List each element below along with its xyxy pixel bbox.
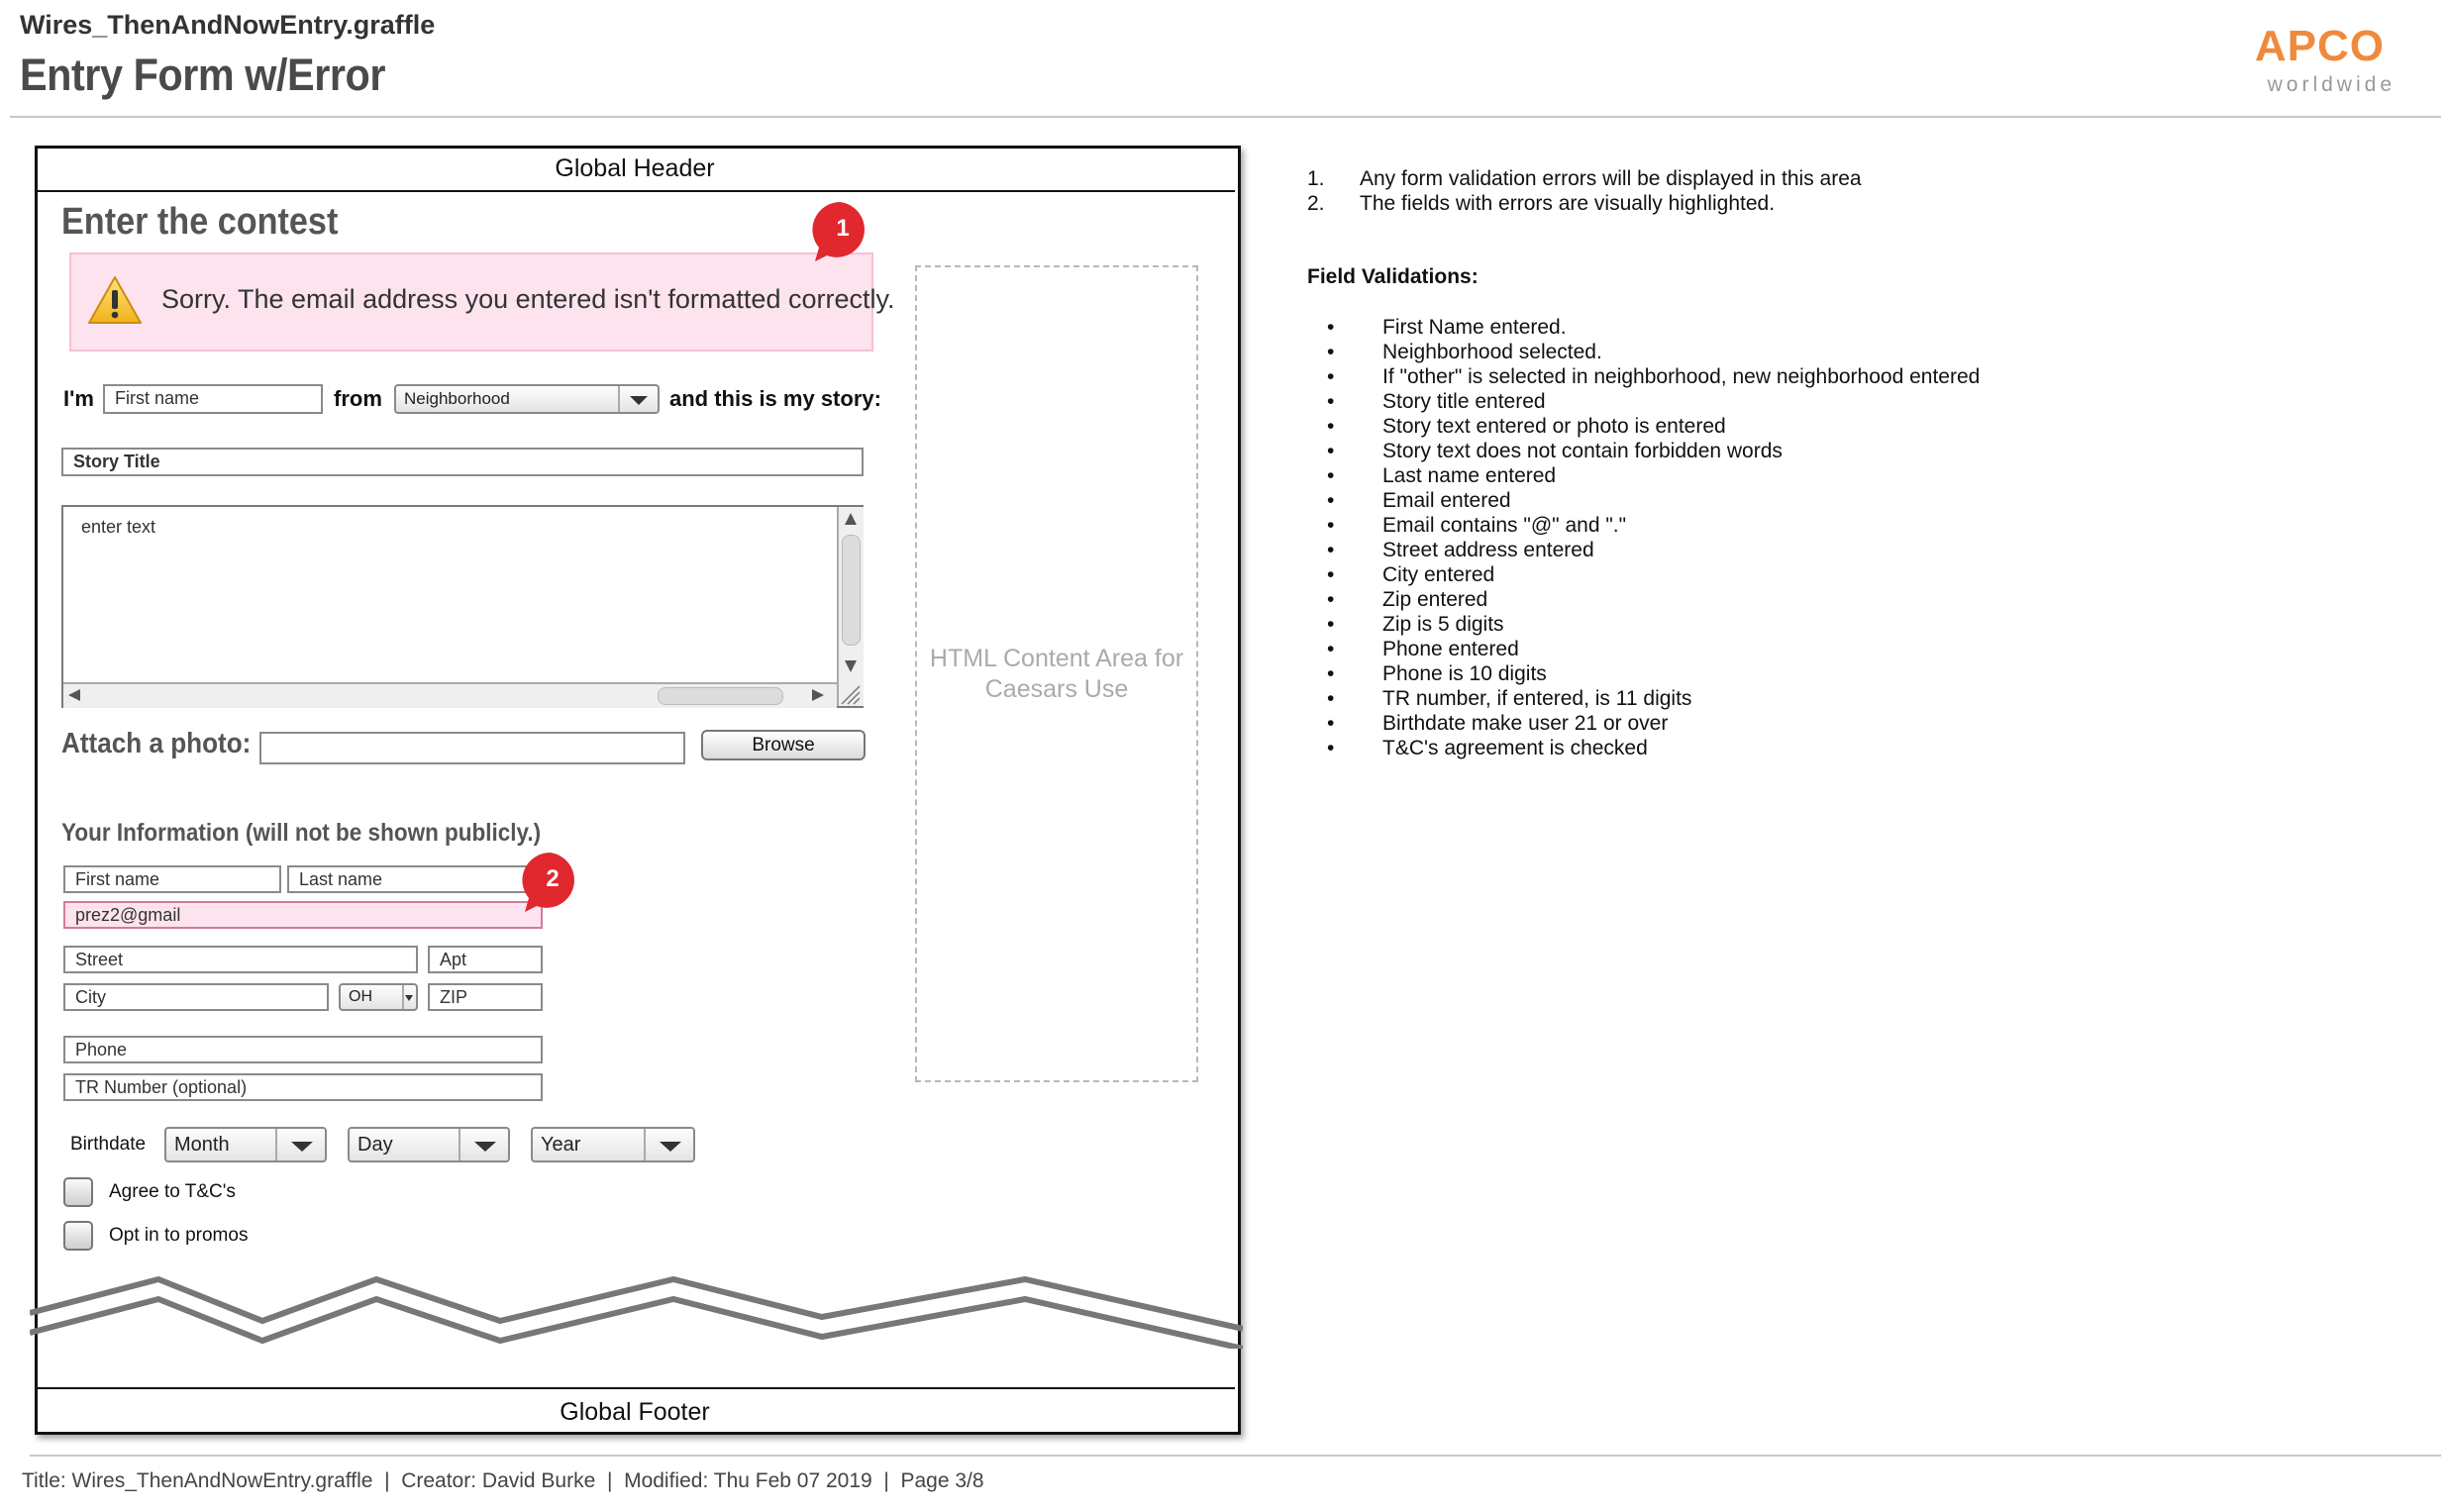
zip-field[interactable]: ZIP xyxy=(428,983,543,1011)
error-message-text: Sorry. The email address you entered isn't formatted correctly. xyxy=(161,284,895,314)
validation-text: Email contains "@" and "." xyxy=(1382,514,1627,537)
validation-text: City entered xyxy=(1382,563,1495,586)
birth-month-value: Month xyxy=(174,1134,230,1156)
from-label: from xyxy=(334,386,382,411)
bullet: • xyxy=(1327,613,1335,636)
page-title: Entry Form w/Error xyxy=(20,50,385,100)
story-text-area[interactable] xyxy=(61,505,864,708)
callout-badge-2-number: 2 xyxy=(546,865,560,892)
optin-label: Opt in to promos xyxy=(109,1225,249,1246)
apco-logo-tagline: worldwide xyxy=(2267,73,2396,96)
bullet: • xyxy=(1327,464,1335,487)
birth-year-value: Year xyxy=(541,1134,581,1156)
email-field[interactable]: prez2@gmail xyxy=(63,901,543,929)
scroll-down-icon[interactable] xyxy=(845,660,857,672)
neighborhood-select[interactable] xyxy=(394,384,660,414)
bullet: • xyxy=(1327,662,1335,685)
chevron-down-icon xyxy=(644,1129,693,1160)
global-footer: Global Footer xyxy=(35,1387,1235,1434)
state-select[interactable] xyxy=(339,983,418,1011)
validation-text: Zip is 5 digits xyxy=(1382,613,1504,636)
agree-label: Agree to T&C's xyxy=(109,1181,236,1202)
birth-year-select[interactable] xyxy=(531,1127,695,1162)
first-name-story-field[interactable]: First name xyxy=(103,384,323,414)
tr-number-field[interactable]: TR Number (optional) xyxy=(63,1073,543,1101)
bullet: • xyxy=(1327,440,1335,462)
bullet: • xyxy=(1327,539,1335,561)
vertical-scroll-thumb[interactable] xyxy=(842,535,861,646)
validation-text: Birthdate make user 21 or over xyxy=(1382,712,1669,735)
birth-month-select[interactable] xyxy=(164,1127,327,1162)
note-number: 1. xyxy=(1307,167,1325,190)
birth-day-value: Day xyxy=(357,1134,393,1156)
bullet: • xyxy=(1327,687,1335,710)
validation-text: Story text does not contain forbidden words xyxy=(1382,440,1783,462)
optin-checkbox[interactable] xyxy=(63,1221,93,1251)
bullet: • xyxy=(1327,316,1335,339)
bullet: • xyxy=(1327,390,1335,413)
street-field[interactable]: Street xyxy=(63,946,418,973)
scroll-right-icon[interactable] xyxy=(812,689,824,701)
scroll-left-icon[interactable] xyxy=(68,689,80,701)
story-title-field[interactable]: Story Title xyxy=(61,448,864,476)
page-break-zigzag xyxy=(30,1269,1243,1349)
validation-text: Last name entered xyxy=(1382,464,1557,487)
birth-day-select[interactable] xyxy=(348,1127,510,1162)
bullet: • xyxy=(1327,365,1335,388)
validation-text: Email entered xyxy=(1382,489,1511,512)
scroll-up-icon[interactable] xyxy=(845,513,857,525)
story-text-placeholder: enter text xyxy=(81,517,156,537)
bullet: • xyxy=(1327,638,1335,660)
file-title: Wires_ThenAndNowEntry.graffle xyxy=(20,10,436,40)
story-label: and this is my story: xyxy=(669,386,881,411)
chevron-down-icon xyxy=(275,1129,325,1160)
validation-text: Street address entered xyxy=(1382,539,1594,561)
chevron-down-icon xyxy=(618,386,658,412)
im-label: I'm xyxy=(63,386,94,411)
photo-path-field[interactable] xyxy=(259,732,685,764)
note-text: The fields with errors are visually highlighted. xyxy=(1360,192,1776,215)
bullet: • xyxy=(1327,341,1335,363)
note-text: Any form validation errors will be displayed in this area xyxy=(1360,167,1862,190)
resize-grip-icon[interactable] xyxy=(838,683,862,706)
validation-text: Story text entered or photo is entered xyxy=(1382,415,1726,438)
horizontal-scrollbar[interactable] xyxy=(63,682,837,708)
footer-divider xyxy=(30,1455,2441,1457)
vertical-scrollbar[interactable] xyxy=(837,507,864,706)
chevron-down-icon xyxy=(459,1129,508,1160)
bullet: • xyxy=(1327,415,1335,438)
chevron-down-icon xyxy=(402,985,416,1009)
document-metadata: Title: Wires_ThenAndNowEntry.graffle | Creator: David Burke | Modified: Thu Feb 07 2019 | Page 3/8 xyxy=(22,1469,984,1492)
your-info-heading: Your Information (will not be shown publicly.) xyxy=(61,819,542,847)
validation-text: Zip entered xyxy=(1382,588,1488,611)
global-header: Global Header xyxy=(35,146,1235,192)
agree-checkbox[interactable] xyxy=(63,1177,93,1207)
bullet: • xyxy=(1327,712,1335,735)
first-name-field[interactable]: First name xyxy=(63,865,281,893)
field-validations-title: Field Validations: xyxy=(1307,265,1479,288)
city-field[interactable]: City xyxy=(63,983,329,1011)
validation-text: Phone entered xyxy=(1382,638,1519,660)
bullet: • xyxy=(1327,563,1335,586)
validation-text: T&C's agreement is checked xyxy=(1382,737,1648,759)
apco-logo: APCO xyxy=(2254,22,2385,70)
neighborhood-select-value: Neighborhood xyxy=(404,389,510,408)
warning-icon xyxy=(87,274,143,326)
validation-text: Neighborhood selected. xyxy=(1382,341,1602,363)
validation-text: TR number, if entered, is 11 digits xyxy=(1382,687,1692,710)
phone-field[interactable]: Phone xyxy=(63,1036,543,1063)
header-divider xyxy=(10,116,2441,118)
birthdate-label: Birthdate xyxy=(70,1134,147,1155)
contest-heading: Enter the contest xyxy=(61,201,339,243)
html-content-area-label: HTML Content Area for Caesars Use xyxy=(929,645,1184,703)
note-number: 2. xyxy=(1307,192,1325,215)
bullet: • xyxy=(1327,489,1335,512)
state-select-value: OH xyxy=(349,988,372,1005)
horizontal-scroll-thumb[interactable] xyxy=(658,687,783,705)
bullet: • xyxy=(1327,588,1335,611)
bullet: • xyxy=(1327,514,1335,537)
last-name-field[interactable]: Last name xyxy=(287,865,543,893)
validation-text: First Name entered. xyxy=(1382,316,1567,339)
validation-text: Story title entered xyxy=(1382,390,1546,413)
browse-button[interactable]: Browse xyxy=(701,730,866,760)
validation-text: If "other" is selected in neighborhood, new neighborhood entered xyxy=(1382,365,1981,388)
validation-text: Phone is 10 digits xyxy=(1382,662,1547,685)
apt-field[interactable]: Apt xyxy=(428,946,543,973)
callout-badge-1-number: 1 xyxy=(836,215,850,242)
bullet: • xyxy=(1327,737,1335,759)
attach-photo-label: Attach a photo: xyxy=(61,728,252,759)
